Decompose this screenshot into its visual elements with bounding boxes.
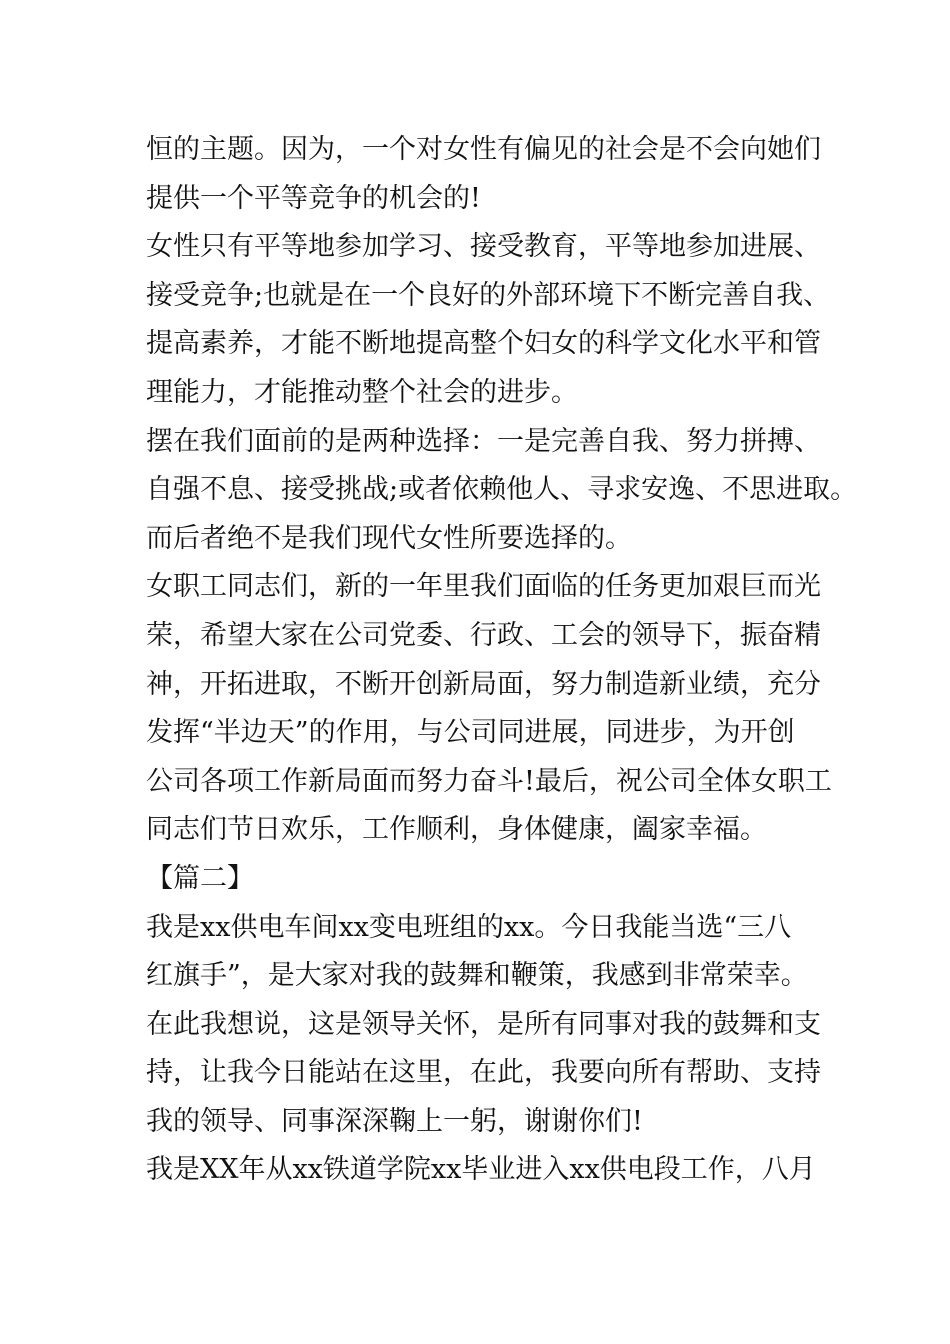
text-line: 我的领导、同事深深鞠上一躬，谢谢你们! [146,1105,643,1137]
text-line: 荣，希望大家在公司党委、行政、工会的领导下，振奋精 [146,619,821,651]
text-line: 提高素养，才能不断地提高整个妇女的科学文化水平和管 [146,328,821,360]
text-line: 理能力，才能推动整个社会的进步。 [146,376,578,408]
text-line: 自强不息、接受挑战;或者依赖他人、寻求安逸、不思进取。 [146,474,858,506]
text-line: 接受竞争;也就是在一个良好的外部环境下不断完善自我、 [146,279,831,311]
text-line: 而后者绝不是我们现代女性所要选择的。 [146,522,632,554]
text-line: 提供一个平等竞争的机会的! [146,182,481,214]
text-line: 我是xx供电车间xx变电班组的xx。今日我能当选“三八 [146,911,792,943]
section-heading: 【篇二】 [146,862,254,894]
text-line: 公司各项工作新局面而努力奋斗!最后，祝公司全体女职工 [146,765,832,797]
text-line: 发挥“半边天”的作用，与公司同进展，同进步，为开创 [146,717,795,749]
text-line: 女职工同志们，新的一年里我们面临的任务更加艰巨而光 [146,571,821,603]
text-line: 红旗手”，是大家对我的鼓舞和鞭策，我感到非常荣幸。 [146,960,808,992]
document-body [146,126,858,1195]
text-line: 同志们节日欢乐，工作顺利，身体健康，阖家幸福。 [146,814,767,846]
text-line: 恒的主题。因为，一个对女性有偏见的社会是不会向她们 [146,134,821,165]
text-line: 我是XX年从xx铁道学院xx毕业进入xx供电段工作，八月 [146,1154,816,1186]
text-line: 摆在我们面前的是两种选择：一是完善自我、努力拼搏、 [146,425,821,457]
text-line: 神，开拓进取，不断开创新局面，努力制造新业绩，充分 [146,668,821,700]
text-line: 女性只有平等地参加学习、接受教育，平等地参加进展、 [146,231,821,263]
text-line: 持，让我今日能站在这里，在此，我要向所有帮助、支持 [146,1057,821,1089]
text-line: 在此我想说，这是领导关怀，是所有同事对我的鼓舞和支 [146,1008,821,1040]
